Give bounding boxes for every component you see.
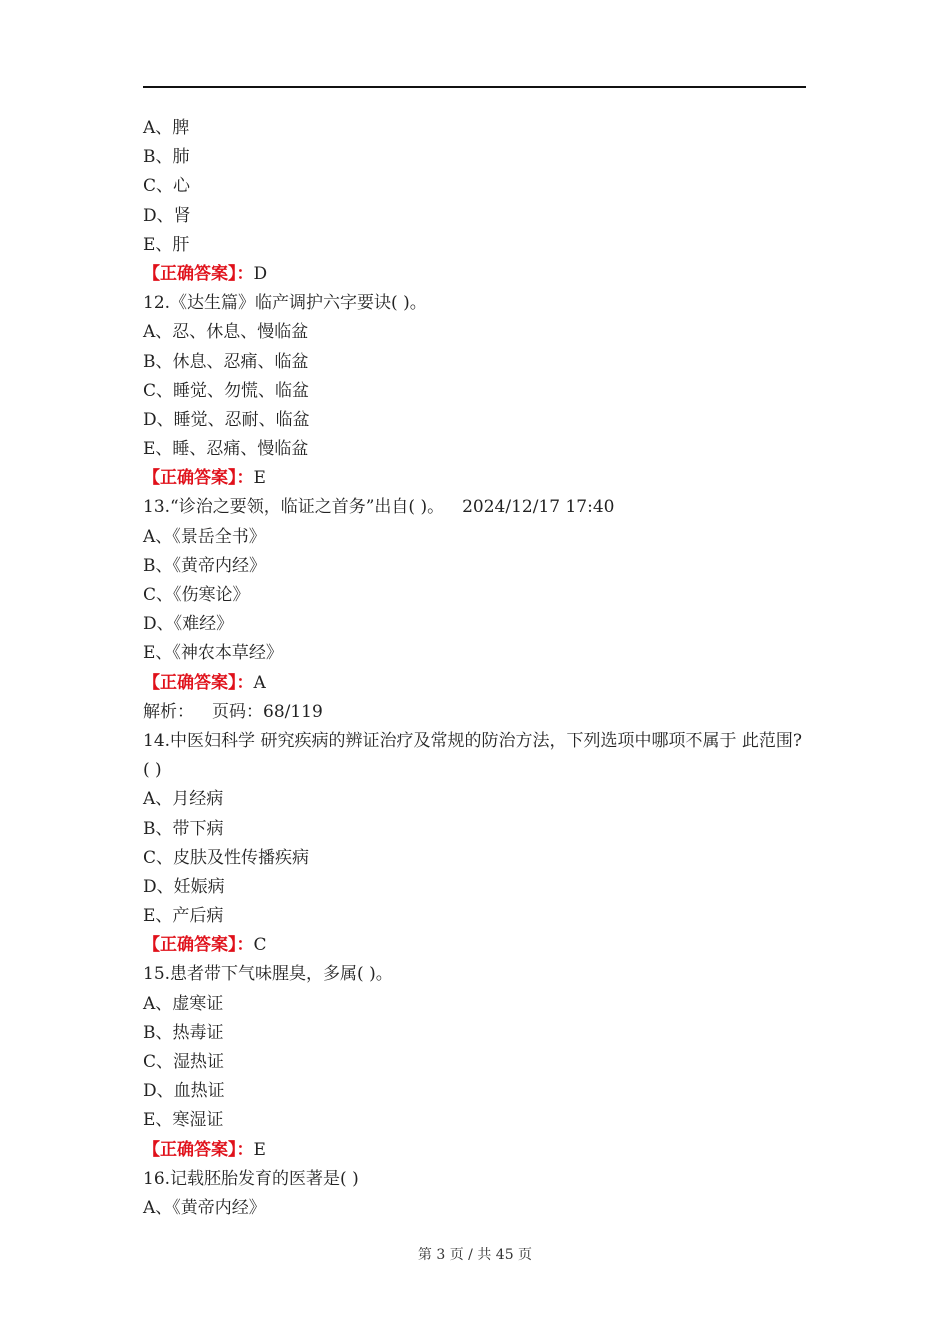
answer-value: A: [253, 672, 266, 693]
q12-option-c: C、睡觉、勿慌、临盆: [143, 380, 310, 401]
answer-label: 【正确答案】：: [143, 935, 254, 956]
answer-value: C: [253, 935, 267, 956]
q11-option-d: D、肾: [143, 205, 191, 226]
answer-label: 【正确答案】：: [143, 468, 254, 489]
q12-stem: 12.《达生篇》临产调护六字要诀( )。: [143, 293, 427, 314]
q13-stem: [143, 493, 806, 522]
header-rule: [143, 86, 806, 88]
analysis-label: 解析：: [143, 701, 194, 722]
q12-option-b: B、休息、忍痛、临盆: [143, 351, 309, 372]
q13-option-e: E、《神农本草经》: [143, 643, 283, 664]
q14-stem: 14.中医妇科学 研究疾病的辨证治疗及常规的防治方法，下列选项中哪项不属于 此范围?( ): [143, 730, 802, 781]
q14-option-e: E、产后病: [143, 906, 224, 927]
q15-answer: [143, 1136, 806, 1165]
page-reference: 页码：68/119: [212, 701, 323, 722]
q16-option-a: A、《黄帝内经》: [143, 1197, 266, 1218]
answer-label: 【正确答案】：: [143, 1139, 254, 1160]
timestamp: 2024/12/17 17:40: [462, 497, 615, 518]
q12-answer: [143, 464, 806, 493]
q12-option-e: E、睡、忍痛、慢临盆: [143, 439, 309, 460]
q15-option-d: D、血热证: [143, 1081, 225, 1102]
q11-option-e: E、肝: [143, 234, 190, 255]
q12-option-d: D、睡觉、忍耐、临盆: [143, 409, 310, 430]
q16-stem: 16.记载胚胎发育的医著是( ): [143, 1168, 359, 1189]
q13-answer: [143, 669, 806, 698]
answer-value: E: [253, 1139, 266, 1160]
answer-label: 【正确答案】：: [143, 263, 254, 284]
q13-analysis: [143, 698, 806, 727]
q15-option-c: C、湿热证: [143, 1052, 225, 1073]
q11-answer: [143, 260, 806, 289]
q15-stem: 15.患者带下气味腥臭，多属( )。: [143, 964, 393, 985]
q12-option-a: A、忍、休息、慢临盆: [143, 322, 309, 343]
q14-option-b: B、带下病: [143, 818, 224, 839]
q15-option-a: A、虚寒证: [143, 993, 224, 1014]
q14-option-d: D、妊娠病: [143, 876, 225, 897]
q15-option-b: B、热毒证: [143, 1022, 224, 1043]
q13-stem-text: 13.“诊治之要领，临证之首务”出自( )。: [143, 497, 445, 518]
document-body: [143, 114, 806, 1223]
page-footer: 第 3 页 / 共 45 页: [417, 1247, 533, 1263]
q13-option-d: D、《难经》: [143, 614, 234, 635]
answer-value: E: [253, 468, 266, 489]
q13-option-c: C、《伤寒论》: [143, 585, 250, 605]
q11-option-b: B、肺: [143, 147, 190, 168]
q11-option-c: C、心: [143, 176, 191, 197]
answer-label: 【正确答案】：: [143, 672, 254, 693]
q15-option-e: E、寒湿证: [143, 1110, 224, 1131]
answer-value: D: [253, 263, 268, 284]
q14-answer: [143, 931, 806, 960]
q14-option-a: A、月经病: [143, 789, 224, 810]
q14-option-c: C、皮肤及性传播疾病: [143, 847, 310, 868]
q11-option-a: A、脾: [143, 118, 190, 138]
q13-option-b: B、《黄帝内经》: [143, 555, 266, 576]
q13-option-a: A、《景岳全书》: [143, 526, 266, 547]
